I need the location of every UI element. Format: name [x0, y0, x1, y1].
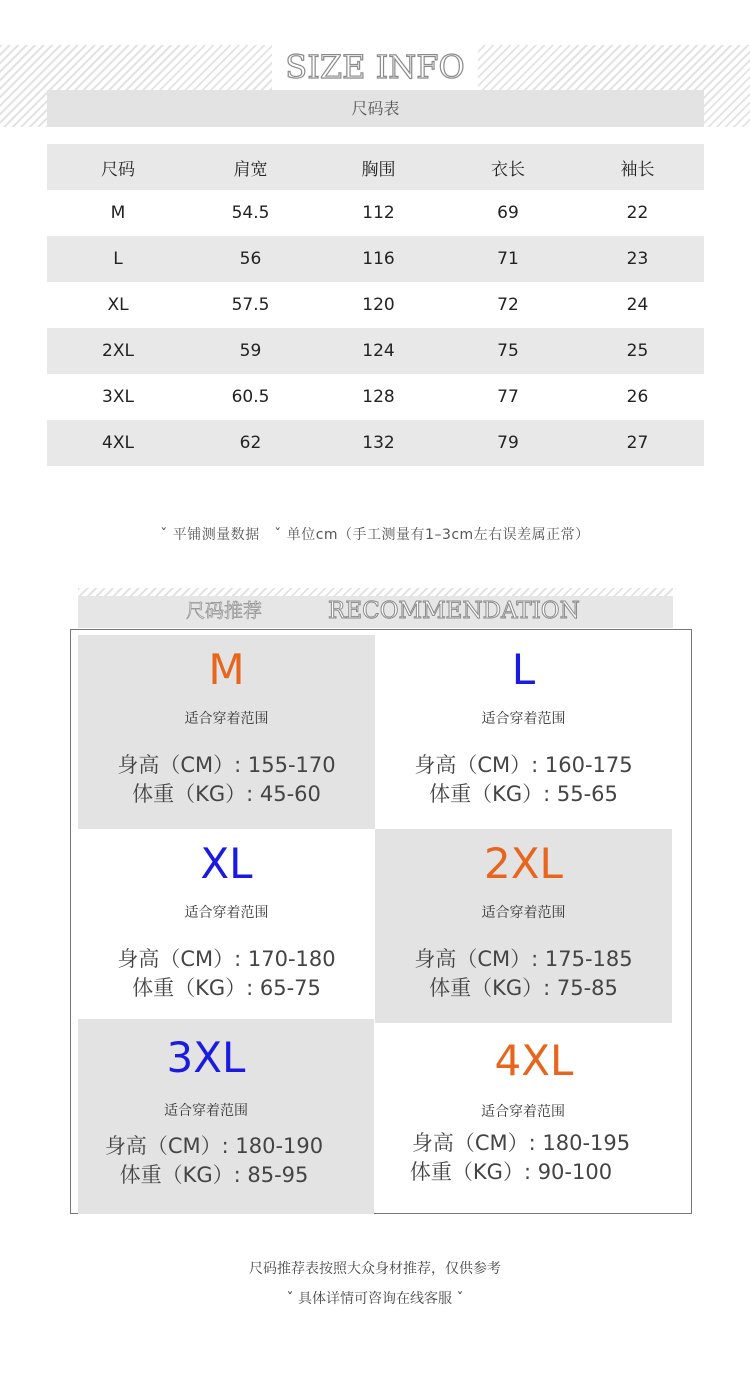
height-range: 身高（CM）: 175-185: [414, 947, 633, 971]
table-cell: 71: [497, 249, 519, 269]
weight-range: 体重（KG）: 90-100: [409, 1160, 613, 1184]
fit-range-label: 适合穿着范围: [184, 711, 269, 727]
table-cell: 22: [626, 203, 649, 223]
table-cell: 59: [239, 341, 262, 361]
table-cell: 57.5: [231, 295, 270, 315]
height-range: 身高（CM）: 160-175: [414, 753, 633, 777]
height-range: 身高（CM）: 155-170: [117, 753, 336, 777]
weight-range: 体重（KG）: 85-95: [119, 1163, 309, 1187]
table-cell: XL: [107, 295, 129, 315]
table-cell: 54.5: [231, 203, 270, 223]
recommendation-title-cn: 尺码推荐: [186, 600, 263, 622]
size-card-2xl: [375, 829, 672, 1023]
size-label: 3XL: [166, 1033, 246, 1082]
size-card-m: [78, 635, 375, 829]
table-cell: 120: [362, 295, 395, 315]
size-card-4xl: [374, 1023, 672, 1213]
table-cell: M: [110, 203, 126, 223]
fit-range-label: 适合穿着范围: [481, 1104, 565, 1120]
table-row: [47, 328, 704, 374]
fit-range-label: 适合穿着范围: [481, 905, 566, 921]
table-cell: 116: [362, 249, 395, 269]
size-label: L: [511, 645, 536, 694]
height-range: 身高（CM）: 180-195: [411, 1131, 631, 1155]
height-range: 身高（CM）: 180-190: [104, 1134, 324, 1158]
page-title-en: SIZE INFO: [285, 48, 465, 86]
table-cell: L: [113, 249, 123, 269]
table-cell: 3XL: [102, 387, 134, 407]
table-cell: 132: [362, 433, 395, 453]
table-row: [47, 282, 704, 328]
size-card-l: [375, 635, 672, 829]
size-label: M: [208, 645, 245, 694]
table-cell: 24: [626, 295, 649, 315]
table-cell: 72: [497, 295, 519, 315]
table-cell: 124: [362, 341, 395, 361]
size-table: [47, 144, 704, 466]
footer-disclaimer: 尺码推荐表按照大众身材推荐，仅供参考: [249, 1261, 501, 1277]
table-cell: 62: [239, 433, 262, 453]
table-cell: 69: [497, 203, 519, 223]
table-row: [47, 190, 704, 236]
fit-range-label: 适合穿着范围: [481, 711, 566, 727]
size-label: 2XL: [484, 839, 563, 888]
table-cell: 56: [239, 249, 262, 269]
table-cell: 128: [362, 387, 395, 407]
size-label: XL: [200, 839, 253, 888]
size-label: 4XL: [494, 1036, 574, 1085]
size-card-xl: [78, 829, 375, 1023]
weight-range: 体重（KG）: 45-60: [132, 782, 321, 806]
table-header-row: [47, 144, 704, 190]
recommendation-hatch-band: [78, 588, 673, 596]
table-cell: 79: [497, 433, 519, 453]
weight-range: 体重（KG）: 55-65: [429, 782, 618, 806]
recommendation-title-en: RECOMMENDATION: [328, 598, 580, 624]
table-cell: 23: [626, 249, 649, 269]
measurement-note: ˇ 平铺测量数据 ˇ 单位cm（手工测量有1–3cm左右误差属正常）: [160, 527, 590, 543]
size-chart-subtitle-bar: [47, 90, 704, 127]
table-row: [47, 236, 704, 282]
table-cell: 60.5: [231, 387, 270, 407]
table-cell: 77: [497, 387, 519, 407]
fit-range-label: 适合穿着范围: [164, 1103, 248, 1119]
column-header: 衣长: [491, 159, 525, 180]
column-header: 袖长: [620, 159, 655, 180]
size-chart-subtitle: 尺码表: [351, 99, 400, 118]
footer-contact-note: ˇ 具体详情可咨询在线客服 ˇ: [286, 1291, 464, 1307]
table-cell: 2XL: [102, 341, 134, 361]
fit-range-label: 适合穿着范围: [184, 905, 269, 921]
table-cell: 75: [497, 341, 519, 361]
table-row: [47, 420, 704, 466]
table-cell: 27: [626, 433, 649, 453]
size-card-3xl: [78, 1019, 374, 1214]
column-header: 尺码: [101, 159, 135, 180]
table-cell: 4XL: [102, 433, 134, 453]
weight-range: 体重（KG）: 65-75: [132, 976, 321, 1000]
table-cell: 26: [626, 387, 649, 407]
column-header: 胸围: [361, 159, 396, 180]
height-range: 身高（CM）: 170-180: [117, 947, 336, 971]
table-cell: 25: [626, 341, 649, 361]
column-header: 肩宽: [233, 159, 268, 180]
table-row: [47, 374, 704, 420]
table-cell: 112: [362, 203, 395, 223]
weight-range: 体重（KG）: 75-85: [429, 976, 618, 1000]
